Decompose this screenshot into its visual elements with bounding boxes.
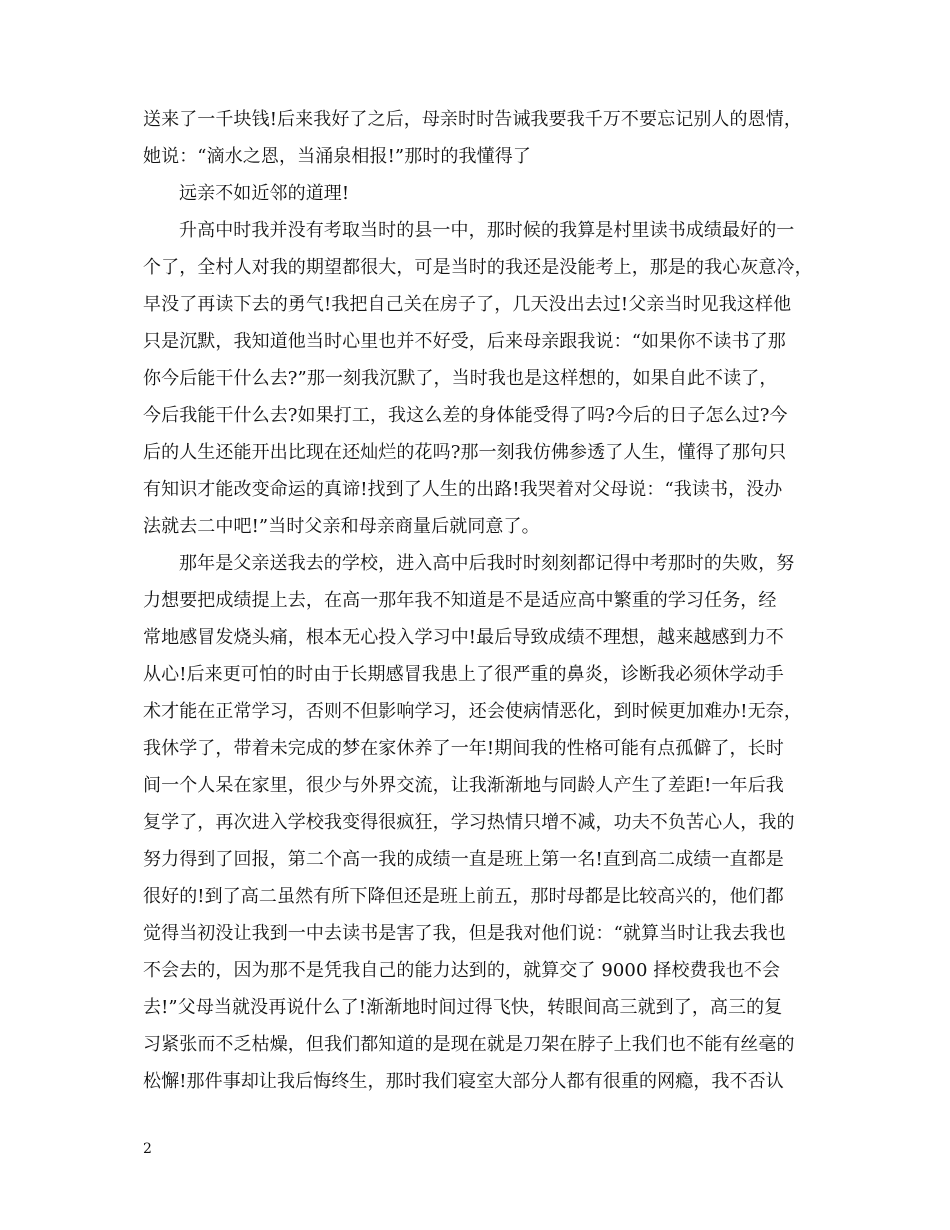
text-line: 松懈!那件事却让我后悔终生，那时我们寝室大部分人都有很重的网瘾，我不否认 [143, 1071, 784, 1092]
text-line: 你今后能干什么去?”那一刻我沉默了，当时我也是这样想的，如果自此不读了， [143, 368, 778, 389]
text-line: 后的人生还能开出比现在还灿烂的花吗?那一刻我仿佛参透了人生，懂得了那句只 [143, 442, 787, 463]
text-line: 间一个人呆在家里，很少与外界交流，让我渐渐地与同龄人产生了差距!一年后我 [143, 775, 784, 796]
text-line: 很好的!到了高二虽然有所下降但还是班上前五，那时母都是比较高兴的，他们都 [143, 886, 784, 907]
text-line: 努力得到了回报，第二个高一我的成绩一直是班上第一名!直到高二成绩一直都是 [143, 849, 784, 870]
text-line: 只是沉默，我知道他当时心里也并不好受，后来母亲跟我说：“如果你不读书了那 [143, 331, 786, 352]
text-line: 今后我能干什么去?如果打工，我这么差的身体能受得了吗?今后的日子怎么过?今 [143, 405, 788, 426]
text-line: 力想要把成绩提上去，在高一那年我不知道是不是适应高中繁重的学习任务，经 [143, 590, 777, 611]
text-line: 我休学了，带着未完成的梦在家休养了一年!期间我的性格可能有点孤僻了，长时 [143, 738, 784, 759]
text-line: 早没了再读下去的勇气!我把自己关在房子了，几天没出去过!父亲当时见我这样他 [143, 294, 792, 315]
paragraph-start-line: 升高中时我并没有考取当时的县一中，那时候的我算是村里读书成绩最好的一 [179, 220, 795, 241]
text-line: 术才能在正常学习，否则不但影响学习，还会使病情恶化，到时候更加难办!无奈， [143, 701, 802, 722]
text-line: 送来了一千块钱!后来我好了之后，母亲时时告诫我要我千万不要忘记别人的恩情， [143, 109, 802, 130]
text-line: 习紧张而不乏枯燥，但我们都知道的是现在就是刀架在脖子上我们也不能有丝毫的 [143, 1034, 795, 1055]
paragraph-start-line: 那年是父亲送我去的学校，进入高中后我时时刻刻都记得中考那时的失败，努 [179, 553, 795, 574]
text-line: 不会去的，因为那不是凭我自己的能力达到的，就算交了 9000 择校费我也不会 [143, 960, 781, 981]
text-line: 觉得当初没让我到一中去读书是害了我，但是我对他们说：“就算当时让我去我也 [143, 923, 786, 944]
text-line: 去!”父母当就没再说什么了!渐渐地时间过得飞快，转眼间高三就到了，高三的复 [143, 997, 783, 1018]
text-line: 从心!后来更可怕的时由于长期感冒我患上了很严重的鼻炎，诊断我必须休学动手 [143, 664, 784, 685]
page-number: 2 [143, 1141, 152, 1157]
text-line: 有知识才能改变命运的真谛!找到了人生的出路!我哭着对父母说：“我读书，没办 [143, 479, 783, 500]
text-line: 复学了，再次进入学校我变得很疯狂，学习热情只增不减，功夫不负苦心人，我的 [143, 812, 795, 833]
text-line: 常地感冒发烧头痛，根本无心投入学习中!最后导致成绩不理想，越来越感到力不 [143, 627, 784, 648]
text-line: 她说：“滴水之恩，当涌泉相报!”那时的我懂得了 [143, 146, 531, 167]
text-line: 远亲不如近邻的道理! [179, 183, 350, 204]
text-line: 个了，全村人对我的期望都很大，可是当时的我还是没能考上，那是的我心灰意冷， [143, 257, 813, 278]
text-line: 法就去二中吧!”当时父亲和母亲商量后就同意了。 [143, 516, 540, 537]
